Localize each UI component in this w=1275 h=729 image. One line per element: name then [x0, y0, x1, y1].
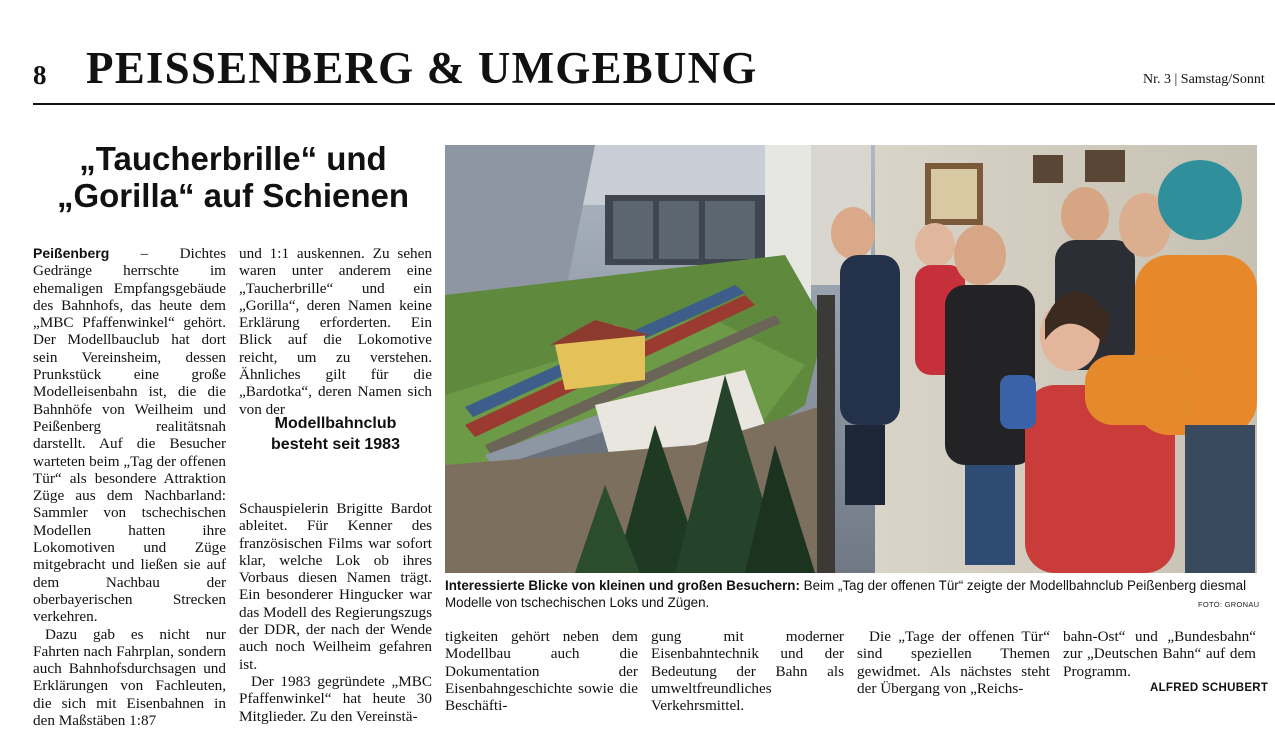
body-paragraph: Die „Tage der offenen Tür“ sind speziellen Themen gewidmet. Als nächstes steht der Übergang von „Reichs- [857, 628, 1050, 697]
section-title: PEISSENBERG & UMGEBUNG [86, 43, 758, 93]
body-paragraph: Schauspielerin Brigitte Bardot ableitet. Für Kenner des französischen Films war sofort klar, welche Lok ob ihres Vorbaus diesen Namen trägt. Ein besonderer Hingucker war das Modell des Regierungszugs der DDR, der nach der Wende auch noch Weilheim gefahren ist. [239, 500, 432, 673]
caption-lead: Interessierte Blicke von kleinen und großen Besuchern: [445, 578, 800, 593]
body-paragraph: – Dichtes Gedränge herrschte im ehemaligen Empfangsgebäude des Bahnhofs, das heute dem „MBC Pfaffenwinkel“ gehört. Der Modellbauclub hat dort sein Vereinsheim, dessen Prunkstück eine große Modelleisenbahn ist, die die Bahnhöfe von Weilheim und Peißenberg realitätsnah darstellt. Auf die Besucher warteten beim „Tag der offenen Tür“ als besondere Attraktion Züge aus dem Nachbarland: Sammler von tschechischen Modellen hatten ihre Lokomotiven und Züge mitgebracht und ließen sie auf dem Nachbau der oberbayerischen Strecken verkehren. [33, 245, 226, 626]
article-column-2 [239, 245, 432, 418]
body-paragraph: gung mit moderner Eisenbahntechnik und der Bedeutung der Bahn als umweltfreundliches Verkehrsmittel. [651, 628, 844, 715]
article-column-1 [33, 245, 226, 729]
author-byline: ALFRED SCHUBERT [1150, 682, 1269, 694]
article-photo [445, 145, 1257, 573]
subheading-line-1: Modellbahnclub [274, 415, 397, 432]
article-column-5 [857, 628, 1050, 697]
page-number: 8 [33, 60, 47, 90]
body-paragraph: Der 1983 gegründete „MBC Pfaffenwinkel“ hat heute 30 Mitglieder. Zu den Vereinstä- [239, 672, 432, 725]
article-column-6 [1063, 628, 1256, 680]
article-column-4 [651, 628, 844, 714]
photo-credit: FOTO: GRONAU [1198, 600, 1260, 609]
dateline: Peißenberg [33, 245, 110, 261]
subheading-line-2: besteht seit 1983 [271, 436, 400, 453]
issue-info: Nr. 3 | Samstag/Sonnt [1143, 72, 1265, 87]
body-paragraph: tigkeiten gehört neben dem Modellbau auch die Dokumentation der Eisenbahngeschichte sowie die Beschäfti- [445, 628, 638, 715]
article-column-2-continued [239, 500, 432, 725]
headline [33, 140, 433, 214]
headline-line-2: „Gorilla“ auf Schienen [56, 177, 410, 214]
subheading [239, 413, 432, 455]
body-paragraph: und 1:1 auskennen. Zu sehen waren unter anderem eine „Taucherbrille“ und ein „Gorilla“, deren Namen keine Erklärung erforderten. Ein Blick auf die Lokomotive reicht, um zu verstehen. Ähnliches gilt für die „Bardotka“, deren Namen sich von der [239, 245, 432, 418]
photo-caption [445, 577, 1260, 611]
caption-text: Beim „Tag der offenen Tür“ zeigte der Modellbahnclub Peißenberg diesmal Modelle von tschechischen Loks und Zügen. [445, 578, 1247, 610]
header-rule [33, 103, 1275, 105]
article-column-3 [445, 628, 638, 714]
body-paragraph: bahn-Ost“ und „Bundesbahn“ zur „Deutschen Bahn“ auf dem Programm. [1063, 628, 1256, 680]
body-paragraph: Dazu gab es nicht nur Fahrten nach Fahrplan, sondern auch Bahnhofsdurchsagen und Erklärungen von Fachleuten, die sich mit Eisenbahnen in den Maßstäben 1:87 [33, 625, 226, 729]
headline-line-1: „Taucherbrille“ und [79, 140, 387, 177]
